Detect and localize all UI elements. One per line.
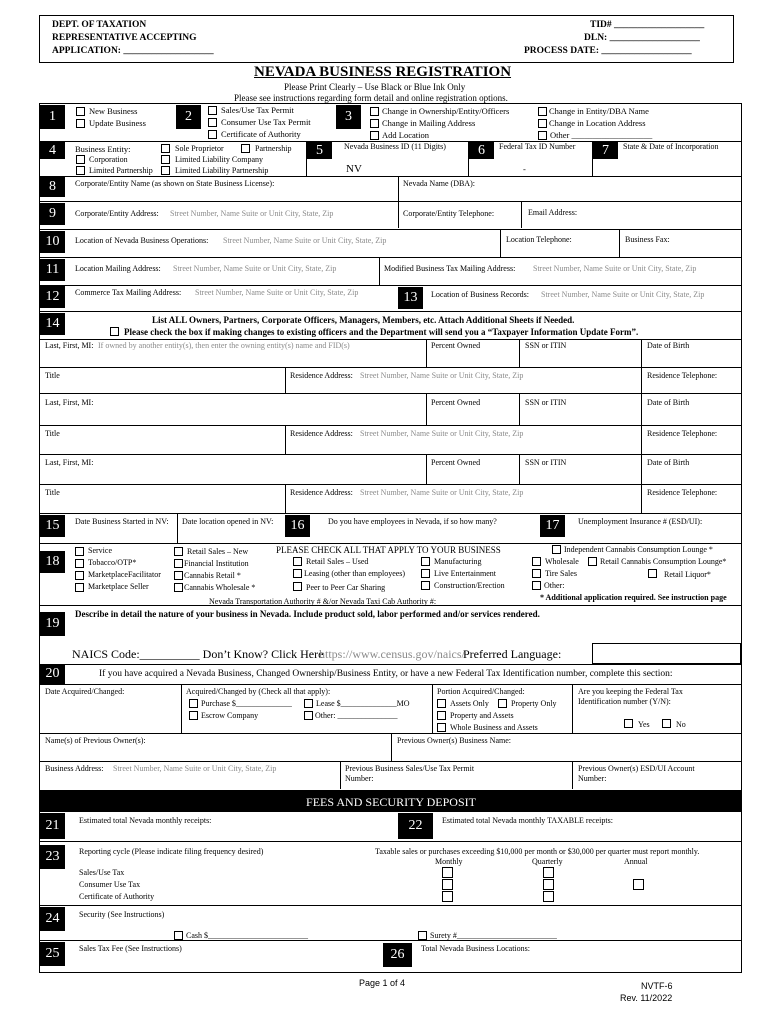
- annual-consumer-checkbox[interactable]: [633, 879, 644, 890]
- owner-2-title-label: Title: [45, 429, 60, 438]
- operations-location-label: Location of Nevada Business Operations:: [75, 236, 209, 245]
- mbt-mailing-hint: Street Number, Name Suite or Unit City, State, Zip: [533, 264, 697, 273]
- other-business-label: Other:: [544, 581, 565, 590]
- nta-label: Nevada Transportation Authority # &/or Nevada Taxi Cab Authority #:: [209, 597, 437, 606]
- divider: [398, 202, 399, 228]
- annual-label: Annual: [624, 857, 648, 866]
- peer-car-sharing-checkbox[interactable]: [293, 582, 302, 591]
- divider: [40, 905, 742, 906]
- owner-3-residence-label: Residence Address:: [290, 488, 353, 497]
- check-all-heading: PLEASE CHECK ALL THAT APPLY TO YOUR BUSINESS: [276, 545, 501, 555]
- section-15-badge: 15: [40, 515, 65, 537]
- retail-new-checkbox[interactable]: [174, 547, 183, 556]
- cannabis-retail-checkbox[interactable]: [174, 571, 183, 580]
- other-change-label: Other ___________________: [550, 130, 653, 140]
- subtitle-instructions: Please see instructions regarding form detail and online registration options.: [234, 93, 508, 103]
- fees-heading: FEES AND SECURITY DEPOSIT: [306, 795, 476, 809]
- service-label: Service: [88, 546, 112, 555]
- add-location-label: Add Location: [382, 130, 429, 140]
- marketplace-facilitator-checkbox[interactable]: [75, 571, 84, 580]
- taxable-receipts-label: [442, 816, 613, 826]
- section-6-badge: 6: [469, 142, 494, 159]
- tire-sales-label: Tire Sales: [545, 569, 577, 578]
- divider: [519, 455, 520, 484]
- quarterly-sales-checkbox[interactable]: [543, 867, 554, 878]
- marketplace-facilitator-label: MarketplaceFacilitator: [88, 570, 161, 579]
- whole-business-checkbox[interactable]: [437, 723, 446, 732]
- entity-name-label: Corporate/Entity Name (as shown on State Business License):: [75, 179, 275, 188]
- commerce-mailing-hint: Street Number, Name Suite or Unit City, State, Zip: [195, 288, 359, 297]
- assets-only-checkbox[interactable]: [437, 699, 446, 708]
- divider: [40, 940, 742, 941]
- business-address-hint: Street Number, Name Suite or Unit City, State, Zip: [113, 764, 277, 773]
- manufacturing-checkbox[interactable]: [421, 557, 430, 566]
- limited-partnership-checkbox[interactable]: [76, 166, 85, 175]
- divider: [40, 454, 742, 455]
- retail-liquor-checkbox[interactable]: [648, 569, 657, 578]
- business-fax-label: Business Fax:: [625, 235, 670, 244]
- llc-checkbox[interactable]: [161, 155, 170, 164]
- new-business-checkbox[interactable]: [76, 107, 85, 116]
- section-10-badge: 10: [40, 231, 65, 253]
- change-entity-label: Change in Entity/DBA Name: [549, 106, 649, 116]
- financial-label: Financial Institution: [184, 559, 249, 568]
- mailing-address-label: Location Mailing Address:: [75, 264, 161, 273]
- previous-esd-label: [578, 764, 718, 784]
- divider: [641, 455, 642, 484]
- tobacco-checkbox[interactable]: [75, 559, 84, 568]
- surety-label: Surety #_________________________: [430, 931, 557, 940]
- live-entertainment-label: Live Entertainment: [434, 569, 496, 578]
- owner-1-dob-label: Date of Birth: [647, 341, 690, 350]
- entity-phone-label: Corporate/Entity Telephone:: [403, 209, 495, 218]
- owner-2-name-label: Last, First, MI:: [45, 398, 94, 407]
- cannabis-wholesale-label: Cannabis Wholesale *: [184, 583, 256, 592]
- certificate-authority-label: Certificate of Authority: [221, 129, 301, 139]
- section-13-badge: 13: [398, 287, 423, 309]
- officer-changes-checkbox[interactable]: [110, 327, 119, 336]
- divider: [40, 841, 742, 842]
- monthly-sales-checkbox[interactable]: [442, 867, 453, 878]
- section-7-badge: 7: [593, 142, 618, 159]
- change-ownership-label: Change in Ownership/Entity/Officers: [382, 106, 510, 116]
- section-3-badge: 3: [336, 105, 361, 129]
- property-only-checkbox[interactable]: [498, 699, 507, 708]
- owner-3-dob-label: Date of Birth: [647, 458, 690, 467]
- quarterly-cert-checkbox[interactable]: [543, 891, 554, 902]
- keep-no-label: No: [676, 720, 686, 729]
- section-17-badge: 17: [540, 515, 565, 537]
- additional-app-note: * Additional application required. See instruction page: [540, 593, 727, 602]
- service-checkbox[interactable]: [75, 547, 84, 556]
- certificate-authority-checkbox[interactable]: [208, 130, 217, 139]
- divider: [177, 514, 178, 543]
- sales-tax-fee-label: Sales Tax Fee (See Instructions): [79, 944, 182, 953]
- cannabis-wholesale-checkbox[interactable]: [174, 583, 183, 592]
- divider: [519, 394, 520, 425]
- divider: [398, 177, 399, 201]
- whole-business-label: Whole Business and Assets: [450, 723, 538, 732]
- escrow-checkbox[interactable]: [189, 711, 198, 720]
- portion-acquired-label: Portion Acquired/Changed:: [437, 687, 525, 696]
- update-business-label: Update Business: [89, 118, 146, 128]
- retail-lounge-checkbox[interactable]: [588, 557, 597, 566]
- records-location-label: Location of Business Records:: [431, 290, 529, 299]
- divider: [40, 425, 742, 426]
- divider: [40, 393, 742, 394]
- unemployment-label: Unemployment Insurance # (ESD/UI):: [578, 517, 703, 526]
- divider: [641, 340, 642, 367]
- divider: [391, 734, 392, 761]
- owner-1-name-hint: If owned by another entity(s), then enter the owning entity(s) name and FID(s): [98, 341, 350, 350]
- monthly-label: Monthly: [435, 857, 463, 866]
- previous-business-label: Previous Owner(s) Business Name:: [397, 736, 511, 745]
- divider: [181, 685, 182, 733]
- divider: [641, 426, 642, 454]
- security-label: Security (See Instructions): [79, 910, 165, 919]
- cert-authority-label: Certificate of Authority: [79, 892, 155, 901]
- date-opened-label: [182, 517, 277, 527]
- divider: [340, 762, 341, 789]
- change-location-checkbox[interactable]: [538, 119, 547, 128]
- acquired-business-text: If you have acquired a Nevada Business, Changed Ownership/Business Entity, or have a new Federal Tax Identification number, complete this section:: [99, 669, 673, 679]
- email-label: Email Address:: [528, 208, 578, 217]
- page-title: NEVADA BUSINESS REGISTRATION: [254, 64, 512, 80]
- divider: [40, 543, 742, 544]
- section-2-badge: 2: [176, 105, 201, 129]
- section-21-badge: 21: [40, 813, 65, 839]
- divider: [40, 257, 742, 258]
- divider: [519, 340, 520, 367]
- retail-new-label: Retail Sales – New: [187, 547, 249, 556]
- partnership-checkbox[interactable]: [241, 144, 250, 153]
- owner-2-ssn-label: SSN or ITIN: [525, 398, 567, 407]
- owner-2-res-phone-label: Residence Telephone:: [647, 429, 718, 438]
- preferred-language-input[interactable]: [592, 643, 741, 664]
- divider: [521, 202, 522, 228]
- section-19-badge: 19: [40, 612, 65, 636]
- marketplace-seller-label: Marketplace Seller: [88, 582, 149, 591]
- owner-1-ssn-label: SSN or ITIN: [525, 341, 567, 350]
- retail-liquor-label: Retail Liquor*: [664, 570, 711, 579]
- form-number: NVTF-6: [641, 981, 673, 991]
- quarterly-label: Quarterly: [532, 857, 563, 866]
- naics-link[interactable]: https://www.census.gov/naics/: [319, 647, 465, 661]
- surety-checkbox[interactable]: [418, 931, 427, 940]
- divider: [285, 368, 286, 393]
- owner-3-ssn-label: SSN or ITIN: [525, 458, 567, 467]
- cannabis-retail-label: Cannabis Retail *: [184, 571, 241, 580]
- business-address-label: Business Address:: [45, 764, 104, 773]
- construction-checkbox[interactable]: [421, 581, 430, 590]
- owner-1-name-label: Last, First, MI:: [45, 341, 94, 350]
- federal-tax-id-dash[interactable]: -: [523, 164, 526, 174]
- keep-yes-label: Yes: [638, 720, 650, 729]
- section-5-badge: 5: [307, 142, 332, 159]
- change-location-label: Change in Location Address: [549, 118, 646, 128]
- corporation-checkbox[interactable]: [76, 155, 85, 164]
- divider: [426, 455, 427, 484]
- divider: [641, 394, 642, 425]
- page-number: Page 1 of 4: [359, 978, 406, 988]
- marketplace-seller-checkbox[interactable]: [75, 583, 84, 592]
- section-25-badge: 25: [40, 942, 65, 966]
- subtitle-ink: Please Print Clearly – Use Black or Blue Ink Only: [284, 82, 466, 92]
- date-started-text: Date Business Started in NV:: [75, 517, 169, 526]
- new-business-label: New Business: [89, 106, 138, 116]
- officer-changes-label: Please check the box if making changes to existing officers and the Department will send you a “Taxpayer Information Update Form”.: [124, 327, 639, 337]
- partnership-label: Partnership: [255, 144, 292, 153]
- federal-tax-id-label: Federal Tax ID Number: [499, 142, 576, 151]
- describe-business-label: Describe in detail the nature of your business in Nevada. Include product sold, labor performed and/or services rendered.: [75, 609, 540, 619]
- retail-lounge-label: Retail Cannabis Consumption Lounge*: [600, 557, 727, 566]
- live-entertainment-checkbox[interactable]: [421, 569, 430, 578]
- divider: [40, 513, 742, 514]
- consumer-use-tax-label: Consumer Use Tax: [79, 880, 141, 889]
- llc-label: Limited Liability Company: [175, 155, 263, 164]
- header-dept: DEPT. OF TAXATION: [52, 20, 147, 30]
- change-mailing-label: Change in Mailing Address: [382, 118, 476, 128]
- header-rep: REPRESENTATIVE ACCEPTING: [52, 33, 197, 43]
- revision-date: Rev. 11/2022: [620, 993, 673, 1003]
- owner-3-residence-hint: Street Number, Name Suite or Unit City, State, Zip: [360, 488, 524, 497]
- section-23-badge: 23: [40, 845, 65, 869]
- nv-business-id-label: Nevada Business ID (11 Digits): [344, 142, 446, 151]
- corporation-label: Corporation: [89, 155, 128, 164]
- naics-code-label: NAICS Code:__________ Don’t Know? Click Here: [72, 647, 324, 661]
- divider: [285, 485, 286, 513]
- section-4-badge: 4: [40, 142, 65, 159]
- owner-3-res-phone-label: Residence Telephone:: [647, 488, 718, 497]
- previous-permit-label: [345, 764, 485, 784]
- change-mailing-checkbox[interactable]: [370, 119, 379, 128]
- previous-owners-label: Name(s) of Previous Owner(s):: [45, 736, 146, 745]
- form-border: [39, 103, 742, 973]
- entity-address-hint: Street Number, Name Suite or Unit City, State, Zip: [170, 209, 334, 218]
- property-assets-checkbox[interactable]: [437, 711, 446, 720]
- retail-used-checkbox[interactable]: [293, 557, 302, 566]
- divider: [40, 664, 742, 665]
- section-9-badge: 9: [40, 203, 65, 225]
- section-12-badge: 12: [40, 286, 65, 308]
- tobacco-label: Tobacco/OTP*: [88, 558, 137, 567]
- manufacturing-label: Manufacturing: [434, 557, 482, 566]
- owner-3-name-label: Last, First, MI:: [45, 458, 94, 467]
- divider: [40, 285, 742, 286]
- wholesale-checkbox[interactable]: [532, 557, 541, 566]
- keep-ftin-label: [578, 687, 718, 707]
- owner-1-res-phone-label: Residence Telephone:: [647, 371, 718, 380]
- owner-2-residence-hint: Street Number, Name Suite or Unit City, State, Zip: [360, 429, 524, 438]
- update-business-checkbox[interactable]: [76, 119, 85, 128]
- owner-2-dob-label: Date of Birth: [647, 398, 690, 407]
- sole-proprietor-label: Sole Proprietor: [175, 144, 224, 153]
- divider: [426, 394, 427, 425]
- divider: [619, 230, 620, 257]
- divider: [40, 484, 742, 485]
- owner-2-percent-label: Percent Owned: [431, 398, 481, 407]
- divider: [285, 426, 286, 454]
- sales-use-tax-label: Sales/Use Tax: [79, 868, 125, 877]
- employees-question: Do you have employees in Nevada, if so how many?: [328, 517, 497, 526]
- divider: [572, 685, 573, 733]
- divider: [40, 367, 742, 368]
- location-phone-label: Location Telephone:: [506, 235, 572, 244]
- date-opened-text: Date location opened in NV:: [182, 517, 274, 526]
- other-change-checkbox[interactable]: [538, 131, 547, 140]
- cannabis-lounge-checkbox[interactable]: [552, 545, 561, 554]
- owner-2-residence-label: Residence Address:: [290, 429, 353, 438]
- divider: [40, 339, 742, 340]
- peer-car-sharing-label: Peer to Peer Car Sharing: [306, 583, 386, 592]
- section-1-badge: 1: [40, 105, 65, 129]
- property-assets-label: Property and Assets: [450, 711, 514, 720]
- records-location-hint: Street Number, Name Suite or Unit City, State, Zip: [541, 290, 705, 299]
- section-11-badge: 11: [40, 259, 65, 281]
- divider: [432, 685, 433, 733]
- divider: [40, 201, 742, 202]
- section-8-badge: 8: [40, 177, 65, 197]
- owner-1-percent-label: Percent Owned: [431, 341, 481, 350]
- purchase-checkbox[interactable]: [189, 699, 198, 708]
- divider: [641, 485, 642, 513]
- acquired-by-label: Acquired/Changed by (Check all that apply):: [186, 687, 331, 696]
- section-16-badge: 16: [285, 515, 310, 537]
- keep-ftin-text: Are you keeping the Federal Tax Identification number (Y/N):: [578, 687, 683, 706]
- mbt-mailing-label: Modified Business Tax Mailing Address:: [384, 264, 516, 273]
- previous-permit-text: Previous Business Sales/Use Tax Permit Number:: [345, 764, 475, 783]
- limited-partnership-label: Limited Partnership: [89, 166, 153, 175]
- section-24-badge: 24: [40, 907, 65, 931]
- other-acquired-label: Other: _______________: [315, 711, 398, 720]
- divider: [40, 605, 742, 606]
- taxable-threshold-note: Taxable sales or purchases exceeding $10,000 per month or $30,000 per quarter must report monthly.: [375, 847, 700, 856]
- sales-use-permit-label: Sales/Use Tax Permit: [221, 105, 294, 115]
- dba-label: Nevada Name (DBA):: [403, 179, 475, 188]
- cash-checkbox[interactable]: [174, 931, 183, 940]
- section-14-badge: 14: [40, 313, 65, 335]
- header-dln: DLN: ___________________: [584, 33, 700, 43]
- add-location-checkbox[interactable]: [370, 131, 379, 140]
- section-18-badge: 18: [40, 551, 65, 573]
- monthly-consumer-checkbox[interactable]: [442, 879, 453, 890]
- section-20-badge: 20: [40, 664, 65, 684]
- change-ownership-checkbox[interactable]: [370, 107, 379, 116]
- owner-1-title-label: Title: [45, 371, 60, 380]
- leasing-label: Leasing (other than employees): [304, 569, 406, 578]
- keep-yes-checkbox[interactable]: [624, 719, 633, 728]
- escrow-label: Escrow Company: [201, 711, 259, 720]
- property-only-label: Property Only: [511, 699, 557, 708]
- date-started-label: [75, 517, 170, 527]
- section-22-badge: 22: [398, 813, 433, 839]
- mailing-address-hint: Street Number, Name Suite or Unit City, State, Zip: [173, 264, 337, 273]
- date-acquired-label: Date Acquired/Changed:: [45, 687, 125, 696]
- taxable-receipts-text: Estimated total Nevada monthly TAXABLE receipts:: [442, 816, 613, 825]
- divider: [40, 684, 742, 685]
- entity-address-label: Corporate/Entity Address:: [75, 209, 159, 218]
- preferred-language-label: Preferred Language:: [463, 647, 562, 661]
- header-tid: TID# ___________________: [590, 20, 705, 30]
- purchase-label: Purchase $______________: [201, 699, 292, 708]
- cannabis-lounge-label: Independent Cannabis Consumption Lounge *: [564, 545, 713, 554]
- sole-proprietor-checkbox[interactable]: [161, 144, 170, 153]
- owner-1-residence-hint: Street Number, Name Suite or Unit City, State, Zip: [360, 371, 524, 380]
- lease-label: Lease $______________MO: [316, 699, 410, 708]
- divider: [572, 762, 573, 789]
- consumer-use-permit-label: Consumer Use Tax Permit: [221, 117, 311, 127]
- change-entity-checkbox[interactable]: [538, 107, 547, 116]
- construction-label: Construction/Erection: [434, 581, 505, 590]
- keep-no-checkbox[interactable]: [662, 719, 671, 728]
- llp-checkbox[interactable]: [161, 166, 170, 175]
- consumer-use-permit-checkbox[interactable]: [208, 118, 217, 127]
- other-acquired-checkbox[interactable]: [304, 711, 313, 720]
- divider: [40, 761, 742, 762]
- incorporation-label: State & Date of Incorporation: [623, 142, 719, 151]
- operations-location-hint: Street Number, Name Suite or Unit City, State, Zip: [223, 236, 387, 245]
- section-26-badge: 26: [383, 943, 412, 967]
- financial-checkbox[interactable]: [174, 559, 183, 568]
- assets-only-label: Assets Only: [450, 699, 489, 708]
- retail-used-label: Retail Sales – Used: [306, 557, 369, 566]
- header-app: APPLICATION: ___________________: [52, 46, 214, 56]
- commerce-mailing-label: Commerce Tax Mailing Address:: [75, 288, 182, 297]
- divider: [40, 176, 742, 177]
- divider: [40, 229, 742, 230]
- previous-esd-text: Previous Owner(s) ESD/UI Account Number:: [578, 764, 695, 783]
- sales-use-permit-checkbox[interactable]: [208, 106, 217, 115]
- owners-instructions: List ALL Owners, Partners, Corporate Officers, Managers, Members, etc. Attach Additional Sheets if Needed.: [152, 315, 575, 325]
- quarterly-consumer-checkbox[interactable]: [543, 879, 554, 890]
- divider: [426, 340, 427, 367]
- divider: [500, 230, 501, 257]
- header-process-date: PROCESS DATE: ___________________: [524, 46, 692, 56]
- other-business-checkbox[interactable]: [532, 581, 541, 590]
- divider: [641, 368, 642, 393]
- tire-sales-checkbox[interactable]: [532, 569, 541, 578]
- monthly-receipts-label: Estimated total Nevada monthly receipts:: [79, 816, 212, 825]
- owner-3-title-label: Title: [45, 488, 60, 497]
- total-locations-label: Total Nevada Business Locations:: [421, 944, 530, 953]
- divider: [379, 258, 380, 285]
- business-entity-label: Business Entity:: [75, 144, 131, 154]
- owner-3-percent-label: Percent Owned: [431, 458, 481, 467]
- lease-checkbox[interactable]: [304, 699, 313, 708]
- owner-1-residence-label: Residence Address:: [290, 371, 353, 380]
- leasing-checkbox[interactable]: [293, 569, 302, 578]
- cash-label: Cash $_________________________: [186, 931, 308, 940]
- divider: [40, 311, 742, 312]
- llp-label: Limited Liability Partnership: [175, 166, 269, 175]
- wholesale-label: Wholesale: [545, 557, 579, 566]
- nv-business-id-input[interactable]: NV: [346, 163, 362, 175]
- reporting-cycle-label: Reporting cycle (Please indicate filing frequency desired): [79, 847, 264, 856]
- monthly-cert-checkbox[interactable]: [442, 891, 453, 902]
